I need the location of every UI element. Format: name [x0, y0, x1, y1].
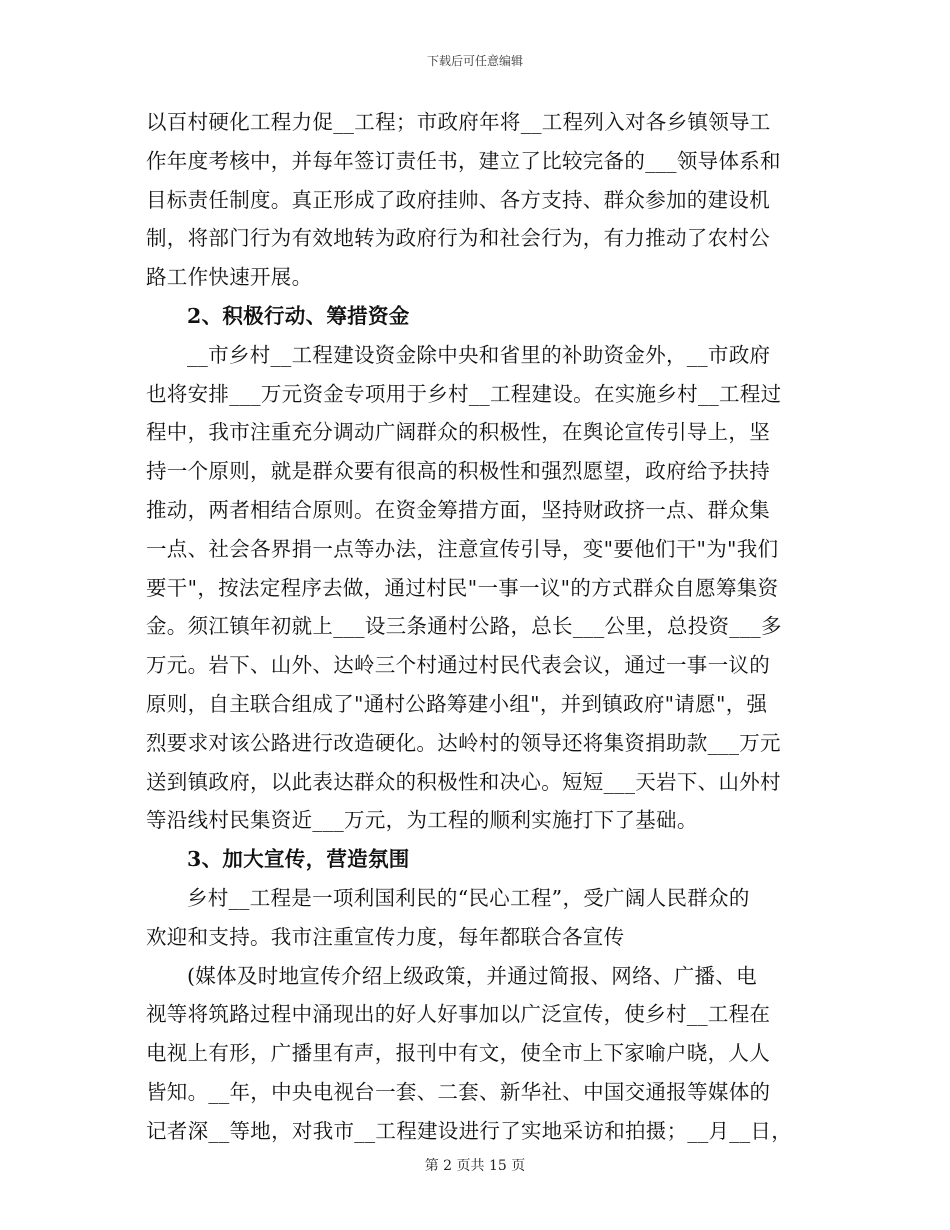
- text-line: 烈要求对该公路进行改造硬化。达岭村的领导还将集资捐助款___万元: [146, 730, 781, 755]
- text-line: 乡村__工程是一项利国利民的“民心工程”，受广阔人民群众的: [187, 885, 750, 910]
- text-line: __市乡村__工程建设资金除中央和省里的补助资金外，__市政府: [187, 342, 771, 367]
- text-line: 持一个原则，就是群众要有很高的积极性和强烈愿望，政府给予扶持: [146, 459, 770, 484]
- section-heading: 3、加大宣传，营造氛围: [187, 847, 410, 872]
- text-line: 要干"，按法定程序去做，通过村民"一事一议"的方式群众自愿筹集资: [146, 575, 779, 600]
- document-body: [146, 103, 806, 1151]
- text-line: 金。须江镇年初就上___设三条通村公路，总长___公里，总投资___多: [146, 614, 782, 639]
- text-line: 作年度考核中，并每年签订责任书，建立了比较完备的___领导体系和: [146, 148, 781, 173]
- page-footer: 第 2 页共 15 页: [424, 1158, 526, 1174]
- page-header: 下载后可任意编辑: [426, 54, 523, 68]
- text-line: 视等将筑路过程中涌现出的好人好事加以广泛宣传，使乡村__工程在: [146, 1002, 771, 1027]
- text-line: 制，将部门行为有效地转为政府行为和社会行为，有力推动了农村公: [146, 226, 770, 251]
- text-line: 也将安排___万元资金专项用于乡村__工程建设。在实施乡村__工程过: [146, 381, 782, 406]
- text-line: 等沿线村民集资近___万元，为工程的顺利实施打下了基础。: [146, 808, 698, 833]
- text-line: (媒体及时地宣传介绍上级政策，并通过简报、网络、广播、电: [187, 963, 757, 988]
- text-line: 程中，我市注重充分调动广阔群众的积极性，在舆论宣传引导上，坚: [146, 420, 770, 445]
- text-line: 推动，两者相结合原则。在资金筹措方面，坚持财政挤一点、群众集: [146, 497, 770, 522]
- text-line: 皆知。__年，中央电视台一套、二套、新华社、中国交通报等媒体的: [146, 1079, 771, 1104]
- text-line: 记者深__等地，对我市__工程建设进行了实地采访和拍摄；__月__日，: [146, 1118, 792, 1143]
- section-heading: 2、积极行动、筹措资金: [187, 303, 410, 328]
- text-line: 送到镇政府，以此表达群众的积极性和决心。短短___天岩下、山外村: [146, 769, 781, 794]
- text-line: 欢迎和支持。我市注重宣传力度，每年都联合各宣传: [146, 924, 625, 949]
- text-line: 原则，自主联合组成了"通村公路筹建小组"，并到镇政府"请愿"，强: [146, 691, 768, 716]
- text-line: 一点、社会各界捐一点等办法，注意宣传引导，变"要他们干"为"我们: [146, 536, 779, 561]
- text-line: 目标责任制度。真正形成了政府挂帅、各方支持、群众参加的建设机: [146, 187, 770, 212]
- text-line: 万元。岩下、山外、达岭三个村通过村民代表会议，通过一事一议的: [146, 653, 770, 678]
- text-line: 以百村硬化工程力促__工程；市政府年将__工程列入对各乡镇领导工: [146, 110, 771, 134]
- text-line: 路工作快速开展。: [146, 265, 313, 290]
- text-line: 电视上有形，广播里有声，报刊中有文，使全市上下家喻户晓，人人: [146, 1041, 770, 1066]
